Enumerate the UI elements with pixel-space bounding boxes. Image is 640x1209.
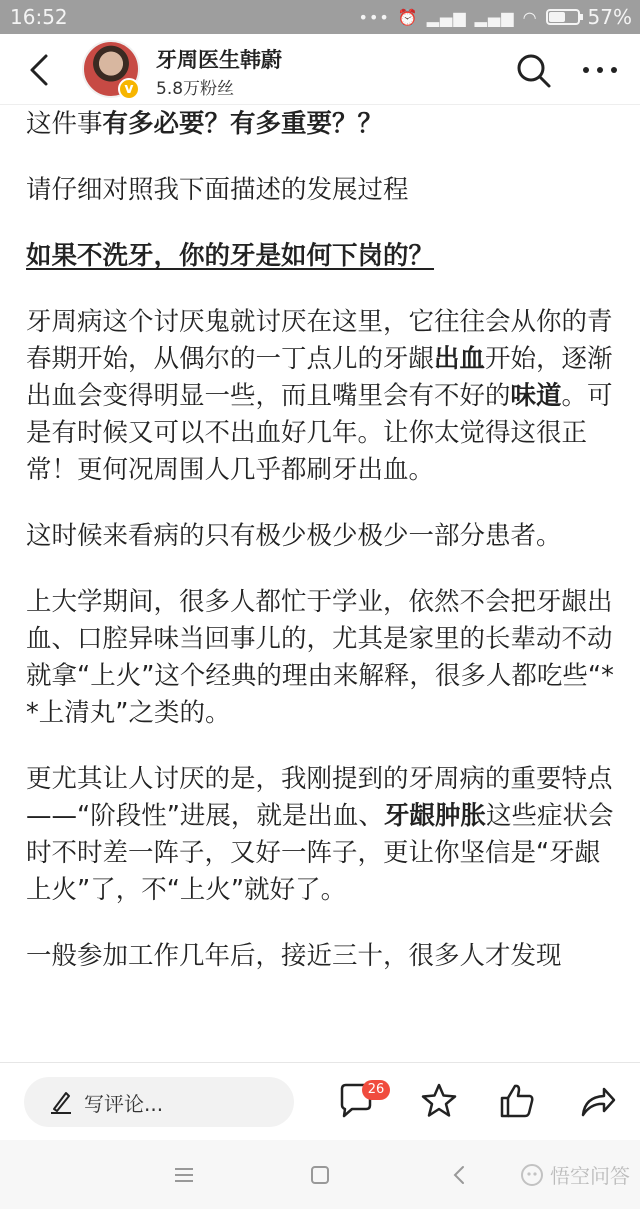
watermark: [520, 1160, 630, 1189]
wukong-logo-icon: [520, 1163, 544, 1187]
signal-icon: ▂▄▆: [426, 7, 467, 27]
paragraph: 请仔细对照我下面描述的发展过程: [26, 175, 409, 205]
back-button[interactable]: [20, 50, 60, 90]
status-time: 16:52: [10, 5, 68, 29]
verified-icon: v: [118, 78, 140, 100]
wifi-icon: ◠: [522, 7, 538, 27]
status-bar: [0, 0, 640, 34]
author-name[interactable]: 牙周医生韩蔚: [156, 48, 282, 72]
share-icon[interactable]: [578, 1081, 618, 1121]
dots-icon: •••: [358, 7, 390, 27]
battery-icon: [546, 9, 580, 25]
bottom-action-bar: [0, 1062, 640, 1141]
paragraph: 这时候来看病的只有极少极少极少一部分患者。: [26, 521, 562, 551]
search-button[interactable]: [513, 50, 553, 90]
paragraph: 更尤其让人讨厌的是，我刚提到的牙周病的重要特点——“阶段性”进展，就是出血、牙龈肿胀这些症状会时不时差一阵子，又好一阵子，更让你坚信是“牙龈上火”了，不“上火”就好了。: [26, 764, 614, 905]
paragraph: 这件事有多必要？有多重要？？: [26, 109, 384, 139]
back-nav-icon[interactable]: [447, 1162, 473, 1188]
alarm-icon: ⏰: [397, 7, 419, 27]
comment-input[interactable]: [24, 1077, 294, 1127]
menu-icon[interactable]: [171, 1162, 197, 1188]
article-body: [26, 104, 618, 1062]
home-icon[interactable]: [307, 1162, 333, 1188]
system-nav-bar: [0, 1140, 640, 1209]
author-fans-count: 5.8万粉丝: [156, 79, 235, 99]
paragraph: 牙周病这个讨厌鬼就讨厌在这里，它往往会从你的青春期开始，从偶尔的一丁点儿的牙龈出血开始，逐渐出血会变得明显一些，而且嘴里会有不好的味道。可是有时候又可以不出血好几年。让你太觉得这很正常！更何况周围人几乎都刷牙出血。: [26, 307, 613, 485]
chevron-left-icon: [20, 50, 60, 90]
thumbs-up-icon[interactable]: [497, 1081, 537, 1121]
signal-icon-2: ▂▄▆: [474, 7, 515, 27]
paragraph: 上大学期间，很多人都忙于学业，依然不会把牙龈出血、口腔异味当回事儿的，尤其是家里的长辈动不动就拿“上火”这个经典的理由来解释，很多人都吃些“* *上清丸”之类的。: [26, 587, 614, 728]
status-icons: [359, 5, 633, 29]
section-heading: 如果不洗牙，你的牙是如何下岗的？: [26, 241, 435, 271]
search-icon: [513, 50, 553, 90]
paragraph: 一般参加工作几年后，接近三十，很多人才发现: [26, 941, 562, 971]
pencil-icon: [48, 1089, 74, 1115]
star-icon[interactable]: [419, 1081, 459, 1121]
article-header: [0, 34, 640, 105]
battery-percent: 57%: [587, 5, 632, 29]
watermark-text: 悟空问答: [550, 1164, 630, 1188]
more-icon: [578, 50, 622, 90]
comment-placeholder: 写评论...: [84, 1091, 164, 1116]
comment-count-badge: 26: [362, 1080, 390, 1100]
more-button[interactable]: [578, 50, 622, 90]
